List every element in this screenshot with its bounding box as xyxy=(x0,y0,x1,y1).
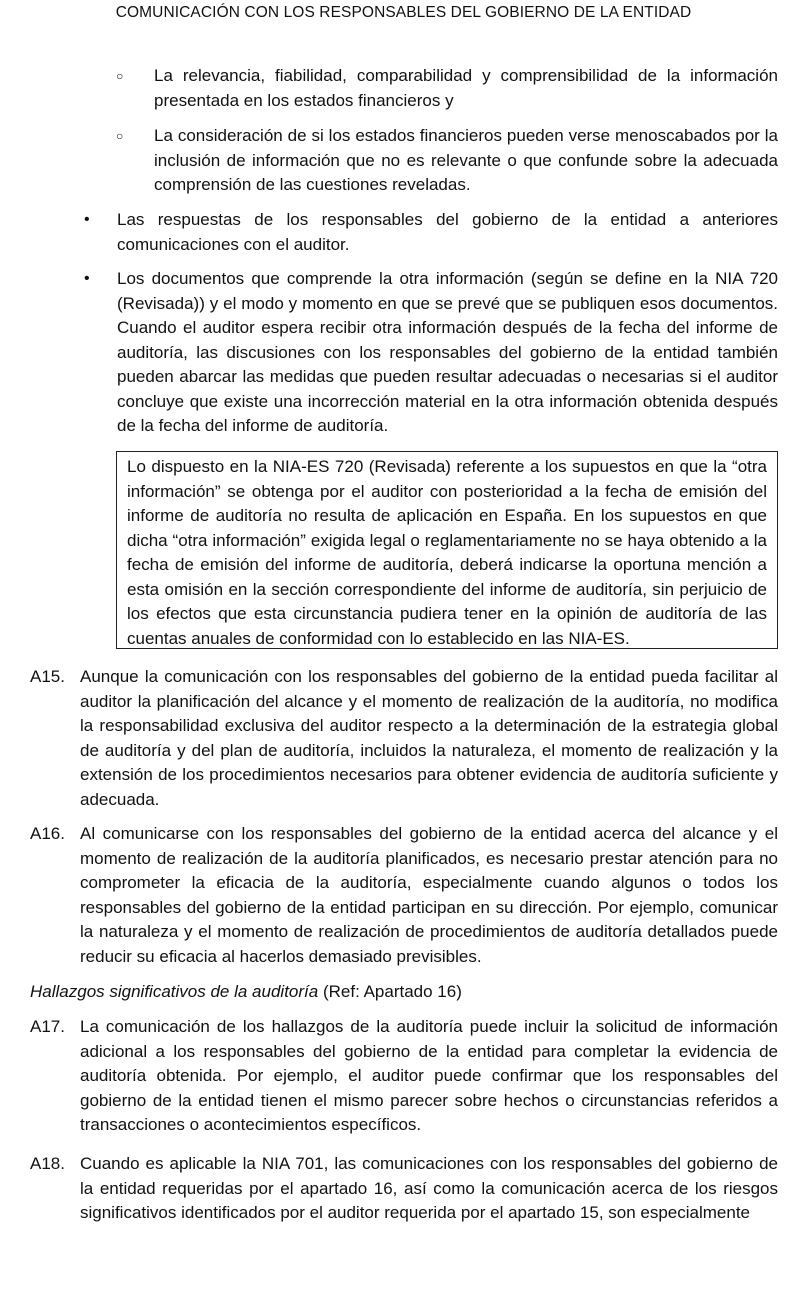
paragraph-number: A15. xyxy=(30,667,65,686)
sub-bullet-text: La consideración de si los estados financieros pueden verse menoscabados por la inclusión de información que no es relevante o que confunde sobre la adecuada comprensión de las cuestiones reveladas. xyxy=(154,126,778,194)
paragraph-number: A17. xyxy=(30,1017,65,1036)
section-subheading xyxy=(30,980,462,1005)
bullet-text: Los documentos que comprende la otra información (según se define en la NIA 720 (Revisada)) y el modo y momento en que se prevé que se publiquen esos documentos. Cuando el auditor espera recibir otra información después de la fecha del informe de auditoría, las discusiones con los responsables del gobierno de la entidad también pueden abarcar las medidas que pueden resultar adecuadas o necesarias si el auditor concluye que existe una incorrección material en la otra información obtenida después de la fecha del informe de auditoría. xyxy=(117,269,778,435)
bullet-marker: • xyxy=(84,270,90,287)
paragraph-text: Aunque la comunicación con los responsables del gobierno de la entidad pueda facilitar al auditor la planificación del alcance y el momento de realización de la auditoría, no modifica la responsabilidad exclusiva del auditor respecto a la determinación de la estrategia global de auditoría y del plan de auditoría, incluidos la naturaleza, el momento de realización y la extensión de los procedimientos necesarios para obtener evidencia de auditoría suficiente y adecuada. xyxy=(80,667,778,809)
bullet-marker: • xyxy=(84,211,90,228)
paragraph-text: Al comunicarse con los responsables del gobierno de la entidad acerca del alcance y el momento de realización de la auditoría planificados, es necesario prestar atención para no comprometer la eficacia de la auditoría, especialmente cuando algunos o todos los responsables del gobierno de la entidad participan en su dirección. Por ejemplo, comunicar la naturaleza y el momento de realización de procedimientos de auditoría detallados puede reducir su eficacia al hacerlos demasiado previsibles. xyxy=(80,824,778,966)
sub-bullet-marker: ○ xyxy=(116,129,124,143)
paragraph-number: A16. xyxy=(30,824,65,843)
subheading-title: Hallazgos significativos de la auditoría xyxy=(30,982,319,1001)
paragraph-text: Cuando es aplicable la NIA 701, las comunicaciones con los responsables del gobierno de la entidad requeridas por el apartado 16, así como la comunicación acerca de los riesgos significativos identificados por el auditor requerida por el apartado 15, son especialmente xyxy=(80,1154,778,1222)
note-box-text: Lo dispuesto en la NIA-ES 720 (Revisada) referente a los supuestos en que la “otra información” se obtenga por el auditor con posterioridad a la fecha de emisión del informe de auditoría no resulta de aplicación en España. En los supuestos en que dicha “otra información” exigida legal o reglamentariamente no se haya obtenido a la fecha de emisión del informe de auditoría, deberá indicarse la oportuna mención a esta omisión en la sección correspondiente del informe de auditoría, sin perjuicio de los efectos que esta circunstancia pudiera tener en la opinión de auditoría de las cuentas anuales de conformidad con lo establecido en las NIA-ES. xyxy=(127,457,767,648)
bullet-text: Las respuestas de los responsables del gobierno de la entidad a anteriores comunicaciones con el auditor. xyxy=(117,210,778,254)
paragraph-text: La comunicación de los hallazgos de la auditoría puede incluir la solicitud de información adicional a los responsables del gobierno de la entidad para completar la evidencia de auditoría obtenida. Por ejemplo, el auditor puede confirmar que los responsables del gobierno de la entidad tienen el mismo parecer sobre hechos o circunstancias referidos a transacciones o acontecimientos específicos. xyxy=(80,1017,778,1134)
sub-bullet-marker: ○ xyxy=(116,69,124,83)
note-box xyxy=(116,451,778,649)
sub-bullet-text: La relevancia, fiabilidad, comparabilidad y comprensibilidad de la información presentada en los estados financieros y xyxy=(154,66,778,110)
subheading-ref: (Ref: Apartado 16) xyxy=(322,982,462,1001)
page-header: COMUNICACIÓN CON LOS RESPONSABLES DEL GOBIERNO DE LA ENTIDAD xyxy=(115,4,692,21)
paragraph-number: A18. xyxy=(30,1154,65,1173)
